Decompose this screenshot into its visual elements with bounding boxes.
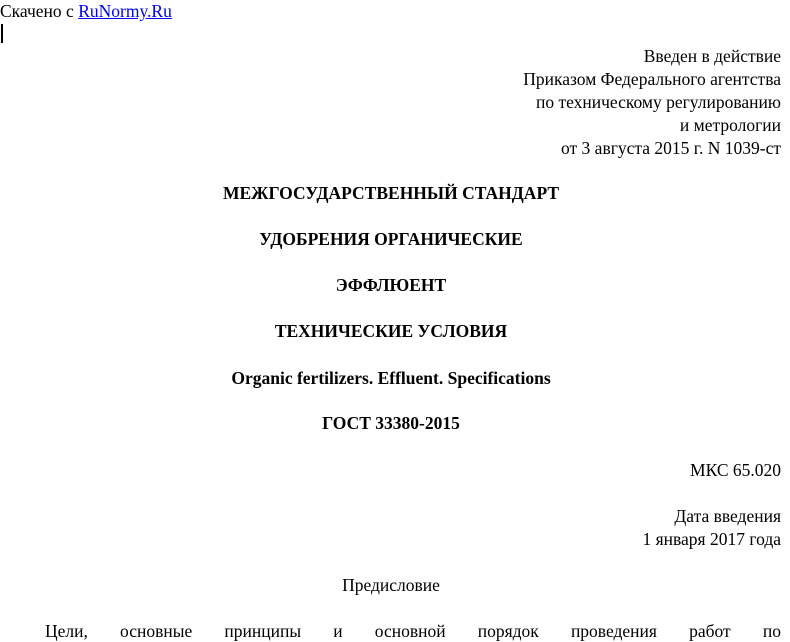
foreword-word: основные [120, 621, 193, 641]
foreword-word: основной [374, 621, 446, 641]
approval-line-1: Введен в действие [643, 46, 781, 66]
foreword-word: Цели, [45, 621, 88, 641]
english-title: Organic fertilizers. Effluent. Specifications [231, 368, 551, 388]
standard-type-heading: МЕЖГОСУДАРСТВЕННЫЙ СТАНДАРТ [222, 183, 560, 203]
foreword-word: проведения [570, 621, 657, 641]
approval-line-4: и метрологии [679, 115, 781, 135]
mks-code: МКС 65.020 [690, 460, 781, 480]
approval-line-5: от 3 августа 2015 г. N 1039-ст [561, 138, 781, 158]
introduction-date-label: Дата введения [674, 506, 781, 526]
foreword-word: принципы [224, 621, 302, 641]
approval-line-3: по техническому регулированию [535, 92, 781, 112]
title-line-1: УДОБРЕНИЯ ОРГАНИЧЕСКИЕ [259, 229, 523, 249]
title-line-3: ТЕХНИЧЕСКИЕ УСЛОВИЯ [274, 321, 508, 341]
download-source-line [0, 0, 172, 22]
title-line-2: ЭФФЛЮЕНТ [335, 275, 447, 295]
approval-line-2: Приказом Федерального агентства [523, 69, 781, 89]
foreword-word: и [333, 621, 343, 641]
introduction-date-value: 1 января 2017 года [642, 529, 781, 549]
foreword-word: по [762, 621, 781, 641]
download-source-prefix: Скачено с [0, 1, 79, 21]
text-cursor [1, 24, 3, 43]
standard-code: ГОСТ 33380-2015 [322, 413, 460, 433]
foreword-word: работ [689, 621, 731, 641]
foreword-paragraph-first-line [45, 620, 781, 642]
foreword-word: порядок [477, 621, 539, 641]
foreword-heading: Предисловие [342, 575, 440, 595]
runormy-link[interactable]: RuNormy.Ru [78, 1, 172, 21]
